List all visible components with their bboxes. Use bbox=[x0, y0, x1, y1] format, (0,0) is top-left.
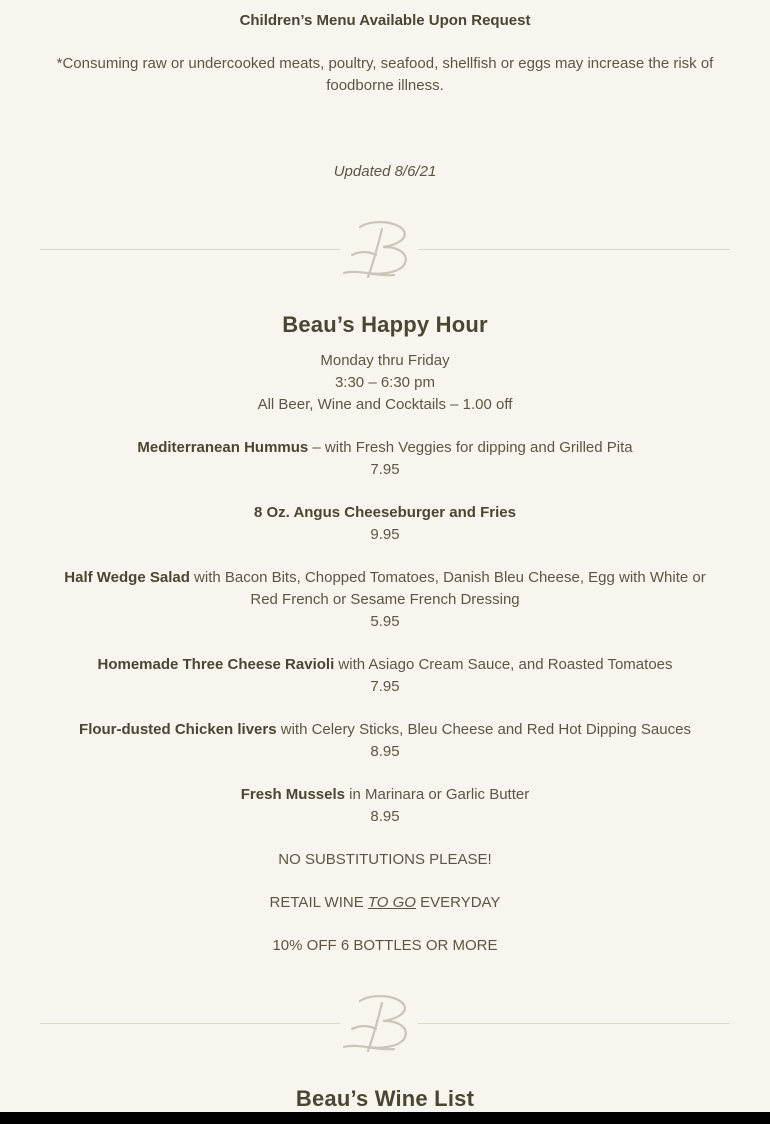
bottom-bar bbox=[0, 1112, 770, 1124]
menu-item-name: 8 Oz. Angus Cheeseburger and Fries bbox=[253, 504, 516, 521]
beaus-b-logo-icon bbox=[338, 215, 418, 285]
section-divider bbox=[40, 215, 730, 285]
menu-item-name: Flour-dusted Chicken livers bbox=[79, 721, 277, 738]
childrens-menu-note: Children’s Menu Available Upon Request bbox=[239, 12, 531, 29]
menu-item-name: Homemade Three Cheese Ravioli bbox=[97, 656, 335, 673]
menu-item-desc: with Celery Sticks, Bleu Cheese and Red Hot Dipping Sauces bbox=[276, 721, 691, 738]
menu-item-desc: with Asiago Cream Sauce, and Roasted Tomatoes bbox=[334, 656, 673, 673]
menu-item bbox=[50, 567, 720, 611]
menu-item-name: Mediterranean Hummus bbox=[137, 439, 309, 456]
happy-hour-hours: 3:30 – 6:30 pm bbox=[334, 374, 436, 391]
wine-list-title: Beau’s Wine List bbox=[295, 1086, 475, 1111]
retail-wine-note bbox=[0, 892, 770, 914]
menu-item bbox=[0, 654, 770, 676]
menu-item-price: 8.95 bbox=[370, 743, 400, 760]
menu-item-price: 5.95 bbox=[370, 613, 400, 630]
retail-wine-togo: TO GO bbox=[367, 894, 416, 911]
menu-item-desc: in Marinara or Garlic Butter bbox=[344, 786, 530, 803]
menu-item-price: 9.95 bbox=[370, 526, 400, 543]
happy-hour-drinks: All Beer, Wine and Cocktails – 1.00 off bbox=[257, 396, 513, 413]
menu-item-name: Half Wedge Salad bbox=[64, 569, 190, 586]
retail-wine-suffix: EVERYDAY bbox=[415, 894, 501, 911]
beaus-b-logo-icon bbox=[338, 989, 418, 1059]
section-divider bbox=[40, 989, 730, 1059]
happy-hour-title: Beau’s Happy Hour bbox=[282, 312, 488, 337]
menu-item bbox=[0, 719, 770, 741]
menu-item bbox=[0, 502, 770, 524]
updated-date: Updated 8/6/21 bbox=[333, 163, 437, 180]
menu-item-desc: with Bacon Bits, Chopped Tomatoes, Danish Bleu Cheese, Egg with White or Red French or Sesame French Dressing bbox=[189, 569, 706, 608]
divider-rule-right bbox=[418, 1023, 730, 1024]
divider-rule-left bbox=[40, 249, 340, 250]
menu-item bbox=[0, 784, 770, 806]
menu-item bbox=[0, 437, 770, 459]
menu-item-price: 7.95 bbox=[370, 678, 400, 695]
menu-item-price: 7.95 bbox=[370, 461, 400, 478]
retail-wine-prefix: RETAIL WINE bbox=[269, 894, 368, 911]
menu-item-name: Fresh Mussels bbox=[240, 786, 345, 803]
happy-hour-days: Monday thru Friday bbox=[320, 352, 450, 369]
bottle-discount-note: 10% OFF 6 BOTTLES OR MORE bbox=[272, 937, 498, 954]
menu-item-desc: – with Fresh Veggies for dipping and Grilled Pita bbox=[308, 439, 633, 456]
no-substitutions-note: NO SUBSTITUTIONS PLEASE! bbox=[278, 851, 492, 868]
food-safety-disclaimer: *Consuming raw or undercooked meats, poultry, seafood, shellfish or eggs may increase the risk of foodborne illness. bbox=[56, 55, 714, 94]
menu-item-price: 8.95 bbox=[370, 808, 400, 825]
divider-rule-left bbox=[40, 1023, 340, 1024]
divider-rule-right bbox=[418, 249, 730, 250]
